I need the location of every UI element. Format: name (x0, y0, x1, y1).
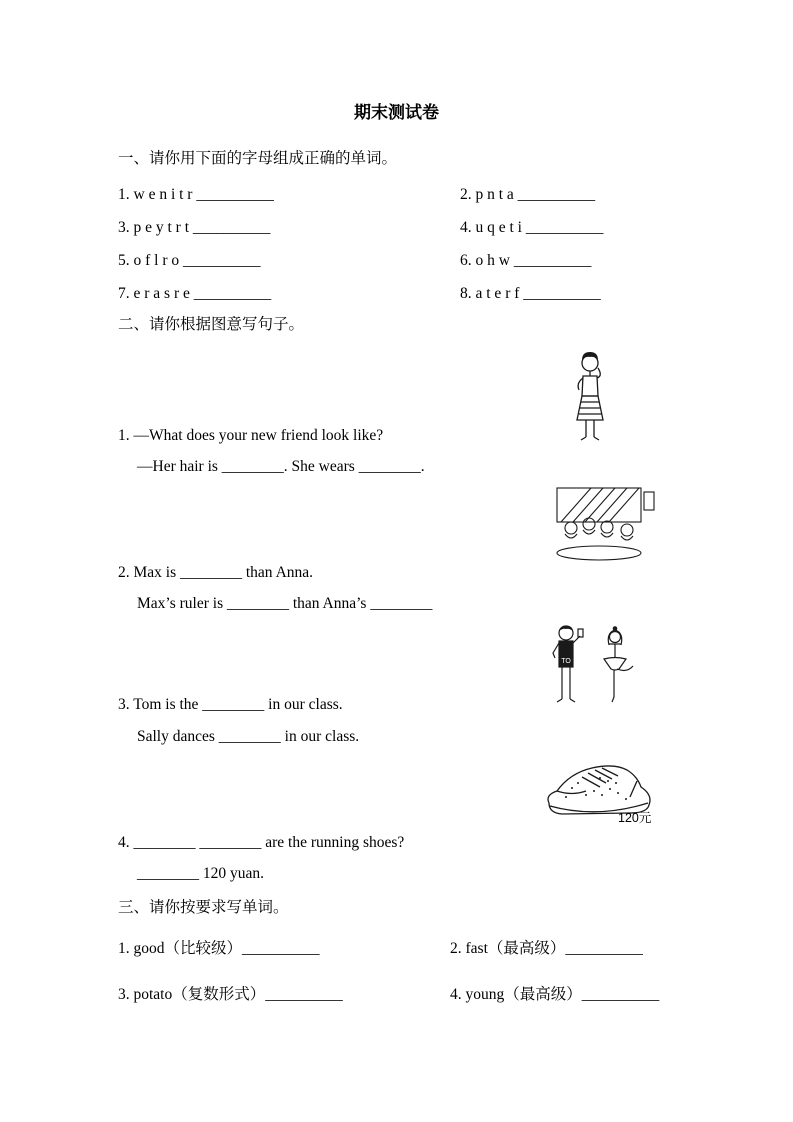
question-line: Sally dances ________ in our class. (137, 728, 360, 745)
question-line: 3. Tom is the ________ in our class. (118, 696, 343, 713)
word-form-item: 3. potato（复数形式）__________ (118, 986, 343, 1003)
word-item: 7. e r a s r e __________ (118, 285, 272, 302)
question-line: —Her hair is ________. She wears ________. (137, 458, 425, 475)
section-two-heading: 二、请你根据图意写句子。 (118, 316, 305, 333)
page-title: 期末测试卷 (354, 103, 439, 122)
word-item: 1. w e n i t r __________ (118, 186, 274, 203)
word-item: 2. p n t a __________ (460, 186, 596, 203)
question-line: 4. ________ ________ are the running shoes? (118, 834, 405, 851)
word-form-item: 1. good（比较级）__________ (118, 940, 320, 957)
boy-shirt-label: TO (561, 658, 571, 665)
word-form-item: 4. young（最高级）__________ (450, 986, 660, 1003)
section-one-heading: 一、请你用下面的字母组成正确的单词。 (118, 150, 398, 167)
boy-and-dancer-illustration (545, 623, 640, 713)
word-item: 4. u q e t i __________ (460, 219, 604, 236)
question-line: Max’s ruler is ________ than Anna’s ________ (137, 595, 433, 612)
word-item: 5. o f l r o __________ (118, 252, 261, 269)
question-line: 2. Max is ________ than Anna. (118, 564, 314, 581)
question-line: ________ 120 yuan. (137, 865, 265, 882)
word-item: 3. p e y t r t __________ (118, 219, 271, 236)
woman-illustration (565, 350, 615, 445)
word-form-item: 2. fast（最高级）__________ (450, 940, 643, 957)
shoe-price-label: 120元 (618, 811, 652, 825)
word-item: 6. o h w __________ (460, 252, 592, 269)
section-three-heading: 三、请你按要求写单词。 (118, 899, 289, 916)
question-line: 1. —What does your new friend look like? (118, 427, 384, 444)
word-item: 8. a t e r f __________ (460, 285, 601, 302)
classroom-illustration (543, 486, 655, 562)
